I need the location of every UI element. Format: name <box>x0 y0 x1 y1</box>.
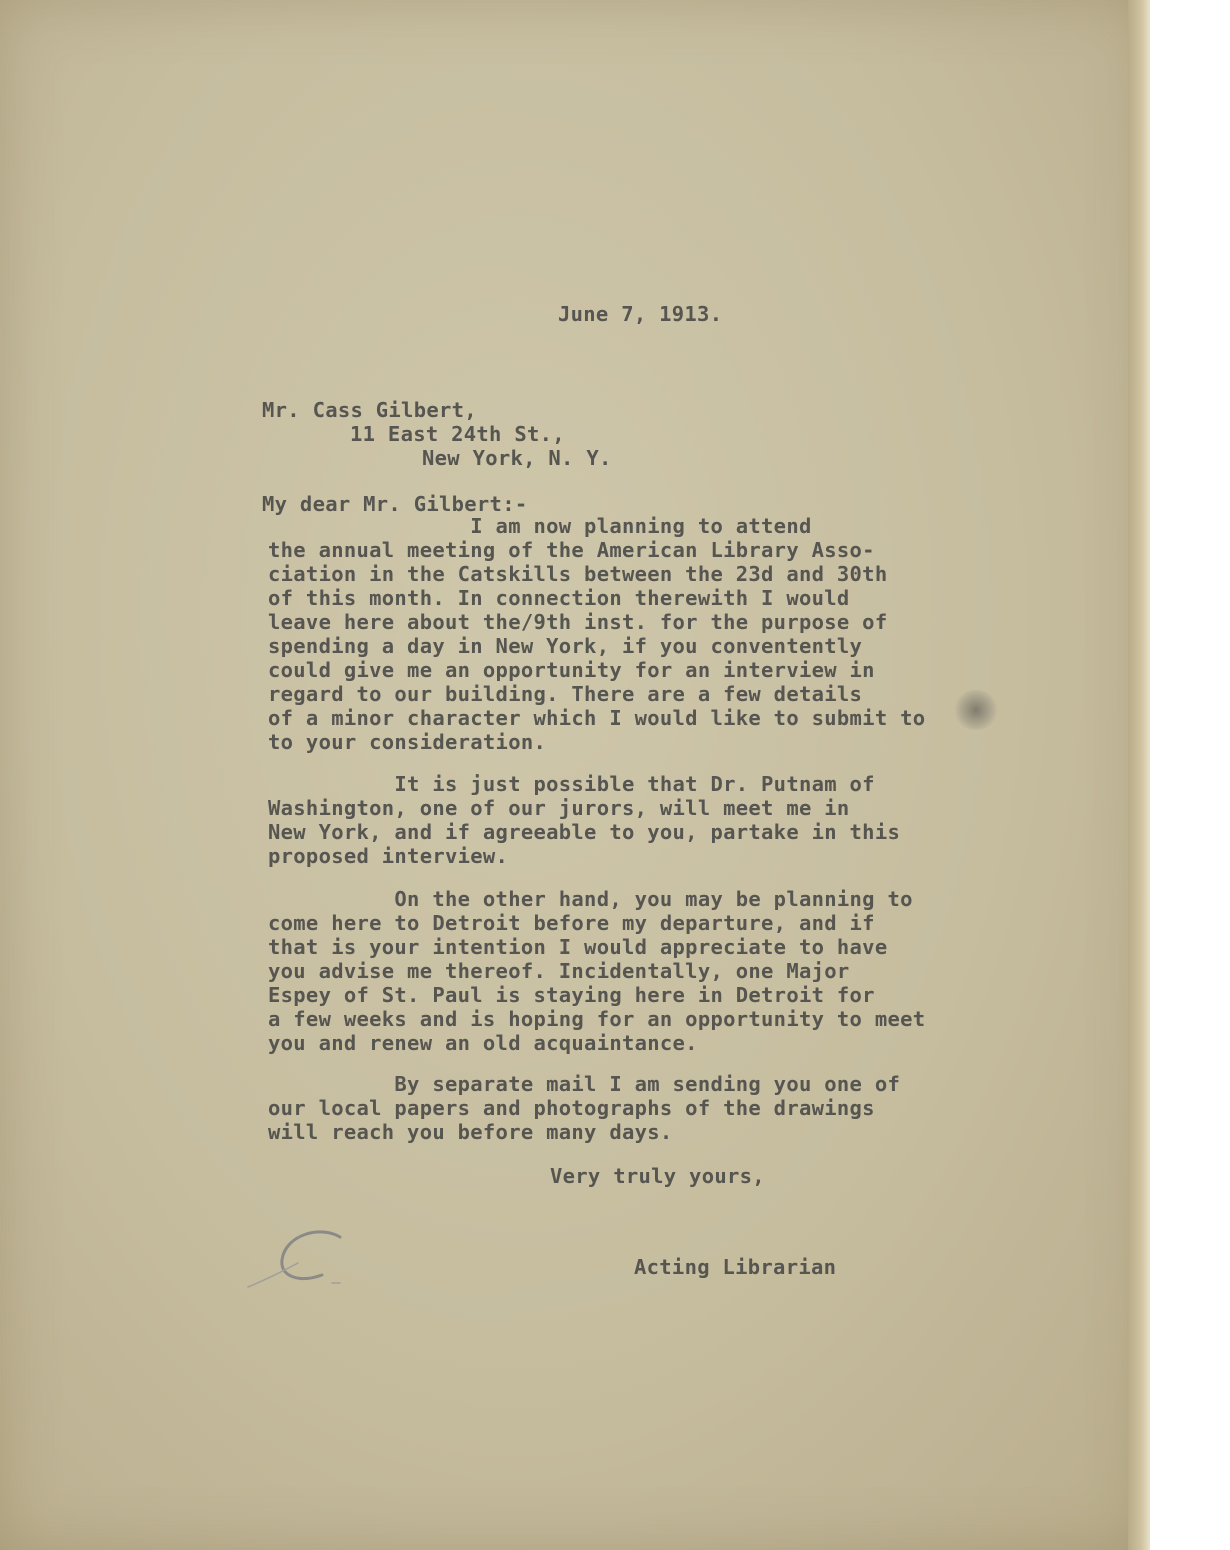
paragraph-line: to your consideration. <box>268 730 547 754</box>
paragraph-line: will reach you before many days. <box>268 1120 673 1144</box>
paragraph-line: It is just possible that Dr. Putnam of <box>268 772 875 796</box>
paragraph-line: By separate mail I am sending you one of <box>268 1072 901 1096</box>
body-paragraph-2 <box>268 772 900 868</box>
paragraph-line: our local papers and photographs of the drawings <box>268 1096 875 1120</box>
paragraph-line: Washington, one of our jurors, will meet me in <box>268 796 850 820</box>
paragraph-line: leave here about the/9th inst. for the purpose of <box>268 610 888 634</box>
ink-smudge <box>952 690 1000 730</box>
paragraph-line: of a minor character which I would like to submit to <box>268 706 926 730</box>
body-paragraph-3 <box>268 887 925 1055</box>
paragraph-line: ciation in the Catskills between the 23d and 30th <box>268 562 888 586</box>
paragraph-line: you and renew an old acquaintance. <box>268 1031 698 1055</box>
body-paragraph-1 <box>268 514 925 754</box>
paragraph-line: proposed interview. <box>268 844 509 868</box>
paragraph-line: come here to Detroit before my departure, and if <box>268 911 875 935</box>
paragraph-line: Espey of St. Paul is staying here in Detroit for <box>268 983 875 1007</box>
body-paragraph-4 <box>268 1072 900 1144</box>
handwritten-initial <box>240 1225 360 1295</box>
paragraph-line: the annual meeting of the American Library Asso- <box>268 538 875 562</box>
paragraph-line: you advise me thereof. Incidentally, one Major <box>268 959 850 983</box>
letter-date: June 7, 1913. <box>558 302 723 326</box>
recipient-name: Mr. Cass Gilbert, <box>262 398 477 422</box>
paragraph-line: I am now planning to attend <box>268 514 812 538</box>
signature-title: Acting Librarian <box>634 1255 837 1279</box>
salutation: My dear Mr. Gilbert:- <box>262 492 528 516</box>
paragraph-line: On the other hand, you may be planning to <box>268 887 913 911</box>
paragraph-line: spending a day in New York, if you conventently <box>268 634 863 658</box>
recipient-city: New York, N. Y. <box>422 446 612 470</box>
paragraph-line: could give me an opportunity for an interview in <box>268 658 875 682</box>
paragraph-line: that is your intention I would appreciate to have <box>268 935 888 959</box>
paragraph-line: a few weeks and is hoping for an opportunity to meet <box>268 1007 926 1031</box>
recipient-street: 11 East 24th St., <box>350 422 565 446</box>
paragraph-line: of this month. In connection therewith I would <box>268 586 850 610</box>
paragraph-line: regard to our building. There are a few details <box>268 682 863 706</box>
complimentary-close: Very truly yours, <box>550 1164 765 1188</box>
paragraph-line: New York, and if agreeable to you, partake in this <box>268 820 901 844</box>
paper-edge <box>1128 0 1150 1550</box>
